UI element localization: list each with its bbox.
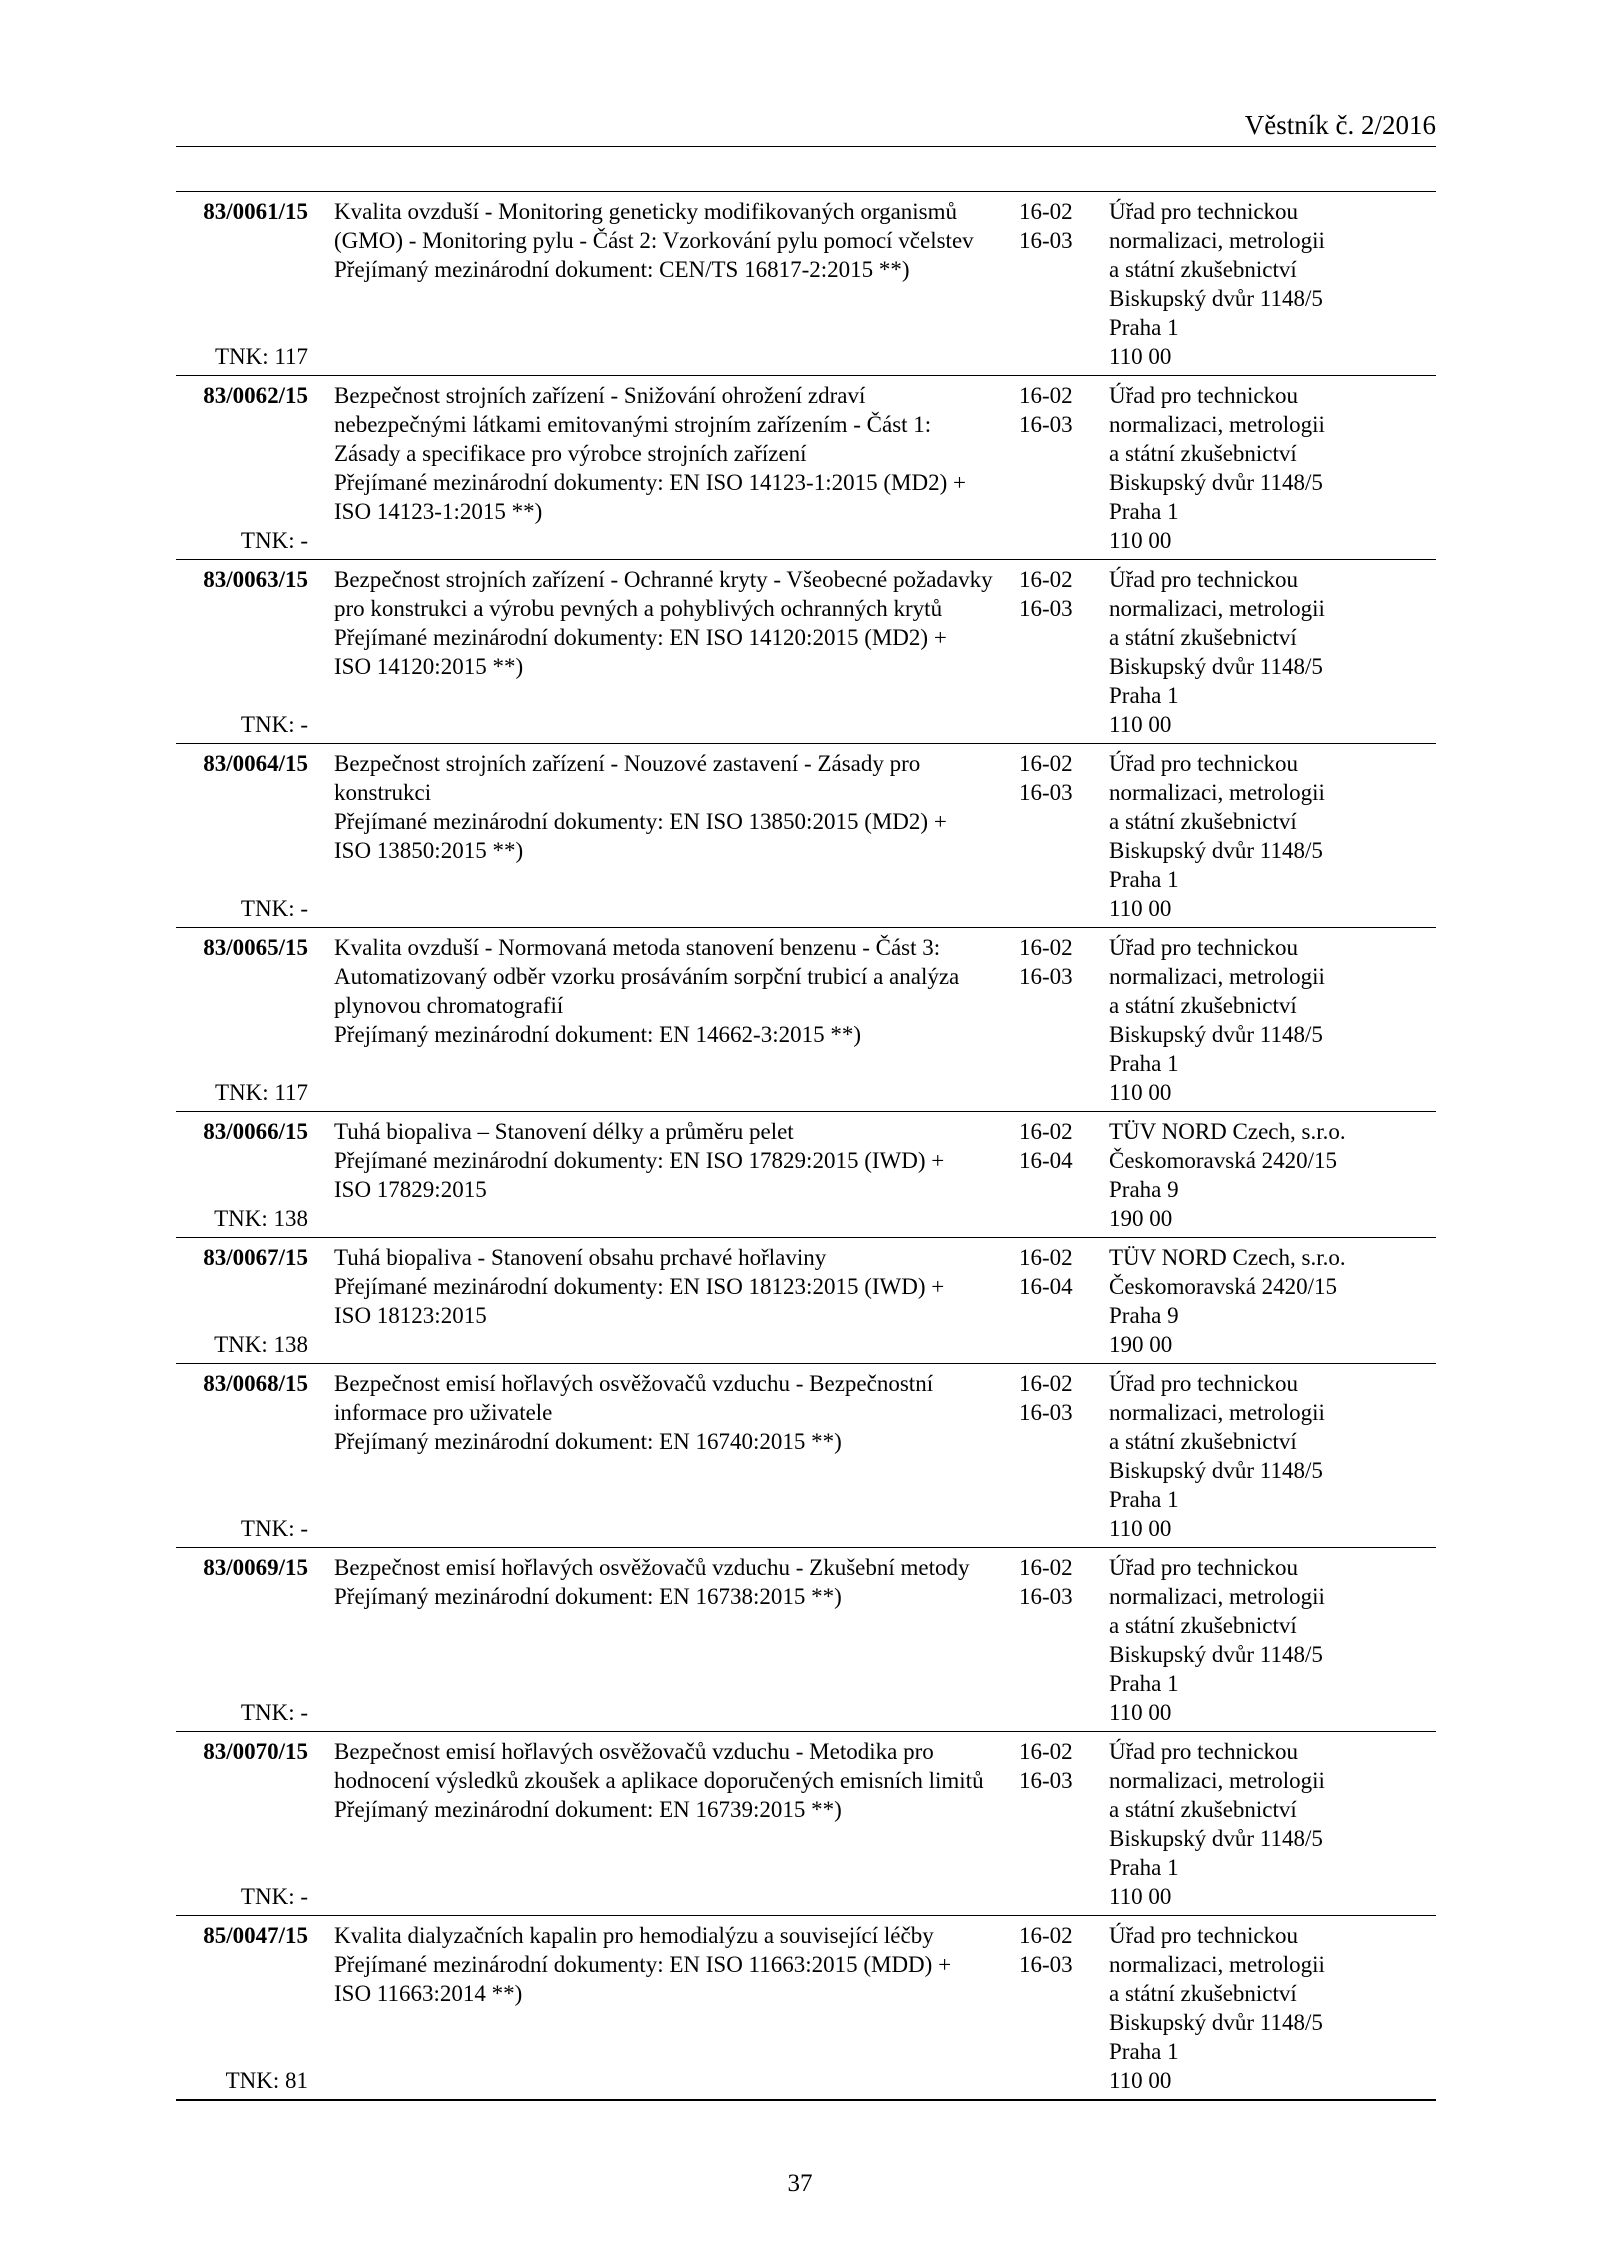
address-line: Českomoravská 2420/15 bbox=[1109, 1148, 1338, 1173]
title-line: Tuhá biopaliva – Stanovení délky a průměru pelet bbox=[334, 1119, 794, 1144]
processor-address-cell bbox=[1109, 1732, 1436, 1915]
address-line: 110 00 bbox=[1109, 712, 1172, 737]
tnk-label: TNK: - bbox=[240, 1700, 308, 1725]
title-line: Bezpečnost strojních zařízení - Nouzové zastavení - Zásady pro bbox=[334, 751, 921, 776]
title-line: informace pro uživatele bbox=[334, 1400, 553, 1425]
tnk-label: TNK: 81 bbox=[225, 2068, 308, 2093]
address-line: normalizaci, metrologii bbox=[1109, 964, 1325, 989]
table-row bbox=[176, 1732, 1436, 1916]
address-line: Úřad pro technickou bbox=[1109, 567, 1299, 592]
address-line: 110 00 bbox=[1109, 1700, 1172, 1725]
classification-code: 16-02 bbox=[1019, 1119, 1073, 1144]
address-line: normalizaci, metrologii bbox=[1109, 228, 1325, 253]
entry-number: 83/0067/15 bbox=[203, 1245, 308, 1270]
standards-table bbox=[176, 191, 1436, 2101]
classification-code: 16-02 bbox=[1019, 1739, 1073, 1764]
address-line: Praha 9 bbox=[1109, 1303, 1179, 1328]
address-line: a státní zkušebnictví bbox=[1109, 441, 1297, 466]
entry-title-cell bbox=[308, 928, 1019, 1111]
table-row bbox=[176, 1916, 1436, 2101]
classification-code: 16-02 bbox=[1019, 935, 1073, 960]
address-line: Praha 1 bbox=[1109, 683, 1179, 708]
classification-codes-cell bbox=[1019, 1238, 1109, 1363]
entry-id-cell bbox=[176, 1548, 308, 1731]
entry-title-cell bbox=[308, 744, 1019, 927]
classification-code: 16-03 bbox=[1019, 780, 1073, 805]
address-line: Biskupský dvůr 1148/5 bbox=[1109, 838, 1323, 863]
address-line: Biskupský dvůr 1148/5 bbox=[1109, 470, 1323, 495]
table-row bbox=[176, 1364, 1436, 1548]
page-header: Věstník č. 2/2016 bbox=[1244, 110, 1436, 140]
title-line: ISO 17829:2015 bbox=[334, 1177, 487, 1202]
classification-code: 16-02 bbox=[1019, 199, 1073, 224]
classification-code: 16-04 bbox=[1019, 1148, 1073, 1173]
title-line: Kvalita ovzduší - Normovaná metoda stanovení benzenu - Část 3: bbox=[334, 935, 941, 960]
classification-code: 16-03 bbox=[1019, 1952, 1073, 1977]
title-line: Kvalita ovzduší - Monitoring geneticky modifikovaných organismů bbox=[334, 199, 958, 224]
address-line: 110 00 bbox=[1109, 344, 1172, 369]
address-line: Praha 1 bbox=[1109, 2039, 1179, 2064]
title-line: Automatizovaný odběr vzorku prosáváním sorpční trubicí a analýza bbox=[334, 964, 960, 989]
address-line: 190 00 bbox=[1109, 1332, 1173, 1357]
address-line: normalizaci, metrologii bbox=[1109, 596, 1325, 621]
entry-title-cell bbox=[308, 1732, 1019, 1915]
address-line: a státní zkušebnictví bbox=[1109, 257, 1297, 282]
entry-title-cell bbox=[308, 1916, 1019, 2099]
address-line: Úřad pro technickou bbox=[1109, 1371, 1299, 1396]
entry-id-cell bbox=[176, 928, 308, 1111]
title-line: Přejímaný mezinárodní dokument: EN 16740:2015 **) bbox=[334, 1429, 842, 1454]
entry-number: 83/0062/15 bbox=[203, 383, 308, 408]
processor-address-cell bbox=[1109, 376, 1436, 559]
title-line: Bezpečnost emisí hořlavých osvěžovačů vzduchu - Metodika pro bbox=[334, 1739, 934, 1764]
address-line: a státní zkušebnictví bbox=[1109, 625, 1297, 650]
address-line: Biskupský dvůr 1148/5 bbox=[1109, 2010, 1323, 2035]
table-row bbox=[176, 1112, 1436, 1238]
address-line: TÜV NORD Czech, s.r.o. bbox=[1109, 1245, 1346, 1270]
address-line: Praha 1 bbox=[1109, 1487, 1179, 1512]
classification-code: 16-03 bbox=[1019, 1768, 1073, 1793]
title-line: Bezpečnost strojních zařízení - Ochranné kryty - Všeobecné požadavky bbox=[334, 567, 993, 592]
title-line: Tuhá biopaliva - Stanovení obsahu prchavé hořlaviny bbox=[334, 1245, 827, 1270]
table-row bbox=[176, 1238, 1436, 1364]
address-line: Biskupský dvůr 1148/5 bbox=[1109, 1022, 1323, 1047]
classification-codes-cell bbox=[1019, 928, 1109, 1111]
address-line: a státní zkušebnictví bbox=[1109, 1429, 1297, 1454]
address-line: a státní zkušebnictví bbox=[1109, 1797, 1297, 1822]
entry-title-cell bbox=[308, 560, 1019, 743]
address-line: a státní zkušebnictví bbox=[1109, 809, 1297, 834]
entry-id-cell bbox=[176, 1732, 308, 1915]
entry-title-cell bbox=[308, 376, 1019, 559]
processor-address-cell bbox=[1109, 560, 1436, 743]
address-line: a státní zkušebnictví bbox=[1109, 993, 1297, 1018]
entry-number: 83/0065/15 bbox=[203, 935, 308, 960]
title-line: ISO 11663:2014 **) bbox=[334, 1981, 523, 2006]
title-line: Bezpečnost emisí hořlavých osvěžovačů vzduchu - Zkušební metody bbox=[334, 1555, 970, 1580]
address-line: Úřad pro technickou bbox=[1109, 935, 1299, 960]
title-line: ISO 14123-1:2015 **) bbox=[334, 499, 543, 524]
address-line: Praha 1 bbox=[1109, 1855, 1179, 1880]
entry-number: 83/0063/15 bbox=[203, 567, 308, 592]
entry-id-cell bbox=[176, 376, 308, 559]
title-line: ISO 18123:2015 bbox=[334, 1303, 487, 1328]
address-line: 110 00 bbox=[1109, 528, 1172, 553]
title-line: Přejímaný mezinárodní dokument: CEN/TS 16817-2:2015 **) bbox=[334, 257, 910, 282]
processor-address-cell bbox=[1109, 928, 1436, 1111]
address-line: normalizaci, metrologii bbox=[1109, 412, 1325, 437]
title-line: konstrukci bbox=[334, 780, 432, 805]
header-divider bbox=[176, 146, 1436, 147]
entry-number: 83/0069/15 bbox=[203, 1555, 308, 1580]
title-line: Bezpečnost emisí hořlavých osvěžovačů vzduchu - Bezpečnostní bbox=[334, 1371, 934, 1396]
title-line: pro konstrukci a výrobu pevných a pohyblivých ochranných krytů bbox=[334, 596, 943, 621]
entry-id-cell bbox=[176, 1916, 308, 2099]
title-line: Přejímané mezinárodní dokumenty: EN ISO 17829:2015 (IWD) + bbox=[334, 1148, 945, 1173]
classification-codes-cell bbox=[1019, 1732, 1109, 1915]
table-row bbox=[176, 192, 1436, 376]
table-row bbox=[176, 376, 1436, 560]
classification-code: 16-02 bbox=[1019, 1555, 1073, 1580]
classification-code: 16-03 bbox=[1019, 964, 1073, 989]
tnk-label: TNK: 138 bbox=[214, 1206, 308, 1231]
address-line: a státní zkušebnictví bbox=[1109, 1981, 1297, 2006]
title-line: hodnocení výsledků zkoušek a aplikace doporučených emisních limitů bbox=[334, 1768, 984, 1793]
processor-address-cell bbox=[1109, 744, 1436, 927]
tnk-label: TNK: - bbox=[240, 712, 308, 737]
title-line: Přejímaný mezinárodní dokument: EN 16739:2015 **) bbox=[334, 1797, 842, 1822]
address-line: 110 00 bbox=[1109, 1516, 1172, 1541]
address-line: Praha 1 bbox=[1109, 1671, 1179, 1696]
entry-number: 83/0070/15 bbox=[203, 1739, 308, 1764]
entry-title-cell bbox=[308, 192, 1019, 375]
address-line: normalizaci, metrologii bbox=[1109, 1768, 1325, 1793]
classification-codes-cell bbox=[1019, 560, 1109, 743]
address-line: 110 00 bbox=[1109, 1884, 1172, 1909]
title-line: plynovou chromatografií bbox=[334, 993, 564, 1018]
address-line: Praha 1 bbox=[1109, 499, 1179, 524]
title-line: Bezpečnost strojních zařízení - Snižování ohrožení zdraví bbox=[334, 383, 866, 408]
entry-id-cell bbox=[176, 192, 308, 375]
entry-id-cell bbox=[176, 744, 308, 927]
address-line: Praha 9 bbox=[1109, 1177, 1179, 1202]
classification-code: 16-03 bbox=[1019, 1584, 1073, 1609]
address-line: 190 00 bbox=[1109, 1206, 1173, 1231]
page-number: 37 bbox=[787, 2170, 813, 2197]
classification-codes-cell bbox=[1019, 376, 1109, 559]
processor-address-cell bbox=[1109, 1238, 1436, 1363]
address-line: a státní zkušebnictví bbox=[1109, 1613, 1297, 1638]
classification-code: 16-03 bbox=[1019, 596, 1073, 621]
tnk-label: TNK: - bbox=[240, 1516, 308, 1541]
entry-title-cell bbox=[308, 1238, 1019, 1363]
entry-number: 83/0068/15 bbox=[203, 1371, 308, 1396]
title-line: Zásady a specifikace pro výrobce strojních zařízení bbox=[334, 441, 807, 466]
title-line: Přejímané mezinárodní dokumenty: EN ISO 11663:2015 (MDD) + bbox=[334, 1952, 952, 1977]
processor-address-cell bbox=[1109, 1916, 1436, 2099]
tnk-label: TNK: 117 bbox=[214, 344, 308, 369]
classification-code: 16-02 bbox=[1019, 1245, 1073, 1270]
entry-title-cell bbox=[308, 1112, 1019, 1237]
title-line: Přejímané mezinárodní dokumenty: EN ISO 14123-1:2015 (MD2) + bbox=[334, 470, 966, 495]
classification-codes-cell bbox=[1019, 192, 1109, 375]
classification-code: 16-03 bbox=[1019, 228, 1073, 253]
address-line: Českomoravská 2420/15 bbox=[1109, 1274, 1338, 1299]
processor-address-cell bbox=[1109, 1364, 1436, 1547]
classification-codes-cell bbox=[1019, 1364, 1109, 1547]
entry-number: 83/0066/15 bbox=[203, 1119, 308, 1144]
classification-codes-cell bbox=[1019, 1916, 1109, 2099]
title-line: Přejímaný mezinárodní dokument: EN 14662-3:2015 **) bbox=[334, 1022, 861, 1047]
entry-title-cell bbox=[308, 1364, 1019, 1547]
table-row bbox=[176, 560, 1436, 744]
entry-id-cell bbox=[176, 1364, 308, 1547]
address-line: 110 00 bbox=[1109, 1080, 1172, 1105]
address-line: Úřad pro technickou bbox=[1109, 1739, 1299, 1764]
title-line: Přejímané mezinárodní dokumenty: EN ISO 14120:2015 (MD2) + bbox=[334, 625, 947, 650]
title-line: Přejímané mezinárodní dokumenty: EN ISO 18123:2015 (IWD) + bbox=[334, 1274, 945, 1299]
address-line: Biskupský dvůr 1148/5 bbox=[1109, 1826, 1323, 1851]
classification-code: 16-02 bbox=[1019, 567, 1073, 592]
tnk-label: TNK: 138 bbox=[214, 1332, 308, 1357]
classification-code: 16-02 bbox=[1019, 383, 1073, 408]
address-line: Biskupský dvůr 1148/5 bbox=[1109, 1642, 1323, 1667]
classification-code: 16-02 bbox=[1019, 1371, 1073, 1396]
table-row bbox=[176, 928, 1436, 1112]
entry-number: 83/0061/15 bbox=[203, 199, 308, 224]
table-row bbox=[176, 1548, 1436, 1732]
title-line: Kvalita dialyzačních kapalin pro hemodialýzu a související léčby bbox=[334, 1923, 934, 1948]
address-line: normalizaci, metrologii bbox=[1109, 1584, 1325, 1609]
title-line: Přejímaný mezinárodní dokument: EN 16738:2015 **) bbox=[334, 1584, 842, 1609]
tnk-label: TNK: - bbox=[240, 896, 308, 921]
entry-id-cell bbox=[176, 1238, 308, 1363]
processor-address-cell bbox=[1109, 1548, 1436, 1731]
classification-code: 16-03 bbox=[1019, 1400, 1073, 1425]
address-line: Úřad pro technickou bbox=[1109, 751, 1299, 776]
processor-address-cell bbox=[1109, 192, 1436, 375]
address-line: Praha 1 bbox=[1109, 867, 1179, 892]
address-line: Biskupský dvůr 1148/5 bbox=[1109, 286, 1323, 311]
address-line: 110 00 bbox=[1109, 2068, 1172, 2093]
title-line: Přejímané mezinárodní dokumenty: EN ISO 13850:2015 (MD2) + bbox=[334, 809, 947, 834]
address-line: Praha 1 bbox=[1109, 315, 1179, 340]
tnk-label: TNK: - bbox=[240, 528, 308, 553]
address-line: Praha 1 bbox=[1109, 1051, 1179, 1076]
classification-codes-cell bbox=[1019, 1112, 1109, 1237]
address-line: 110 00 bbox=[1109, 896, 1172, 921]
classification-code: 16-03 bbox=[1019, 412, 1073, 437]
title-line: nebezpečnými látkami emitovanými strojním zařízením - Část 1: bbox=[334, 412, 932, 437]
address-line: Úřad pro technickou bbox=[1109, 1555, 1299, 1580]
address-line: Biskupský dvůr 1148/5 bbox=[1109, 654, 1323, 679]
address-line: Úřad pro technickou bbox=[1109, 383, 1299, 408]
title-line: (GMO) - Monitoring pylu - Část 2: Vzorkování pylu pomocí včelstev bbox=[334, 228, 974, 253]
classification-code: 16-02 bbox=[1019, 1923, 1073, 1948]
address-line: Biskupský dvůr 1148/5 bbox=[1109, 1458, 1323, 1483]
processor-address-cell bbox=[1109, 1112, 1436, 1237]
address-line: TÜV NORD Czech, s.r.o. bbox=[1109, 1119, 1346, 1144]
entry-id-cell bbox=[176, 1112, 308, 1237]
address-line: Úřad pro technickou bbox=[1109, 1923, 1299, 1948]
classification-code: 16-02 bbox=[1019, 751, 1073, 776]
address-line: normalizaci, metrologii bbox=[1109, 780, 1325, 805]
title-line: ISO 13850:2015 **) bbox=[334, 838, 524, 863]
title-line: ISO 14120:2015 **) bbox=[334, 654, 524, 679]
entry-id-cell bbox=[176, 560, 308, 743]
entry-number: 85/0047/15 bbox=[203, 1923, 308, 1948]
classification-codes-cell bbox=[1019, 1548, 1109, 1731]
tnk-label: TNK: 117 bbox=[214, 1080, 308, 1105]
address-line: Úřad pro technickou bbox=[1109, 199, 1299, 224]
classification-code: 16-04 bbox=[1019, 1274, 1073, 1299]
tnk-label: TNK: - bbox=[240, 1884, 308, 1909]
entry-title-cell bbox=[308, 1548, 1019, 1731]
address-line: normalizaci, metrologii bbox=[1109, 1400, 1325, 1425]
address-line: normalizaci, metrologii bbox=[1109, 1952, 1325, 1977]
classification-codes-cell bbox=[1019, 744, 1109, 927]
entry-number: 83/0064/15 bbox=[203, 751, 308, 776]
table-row bbox=[176, 744, 1436, 928]
